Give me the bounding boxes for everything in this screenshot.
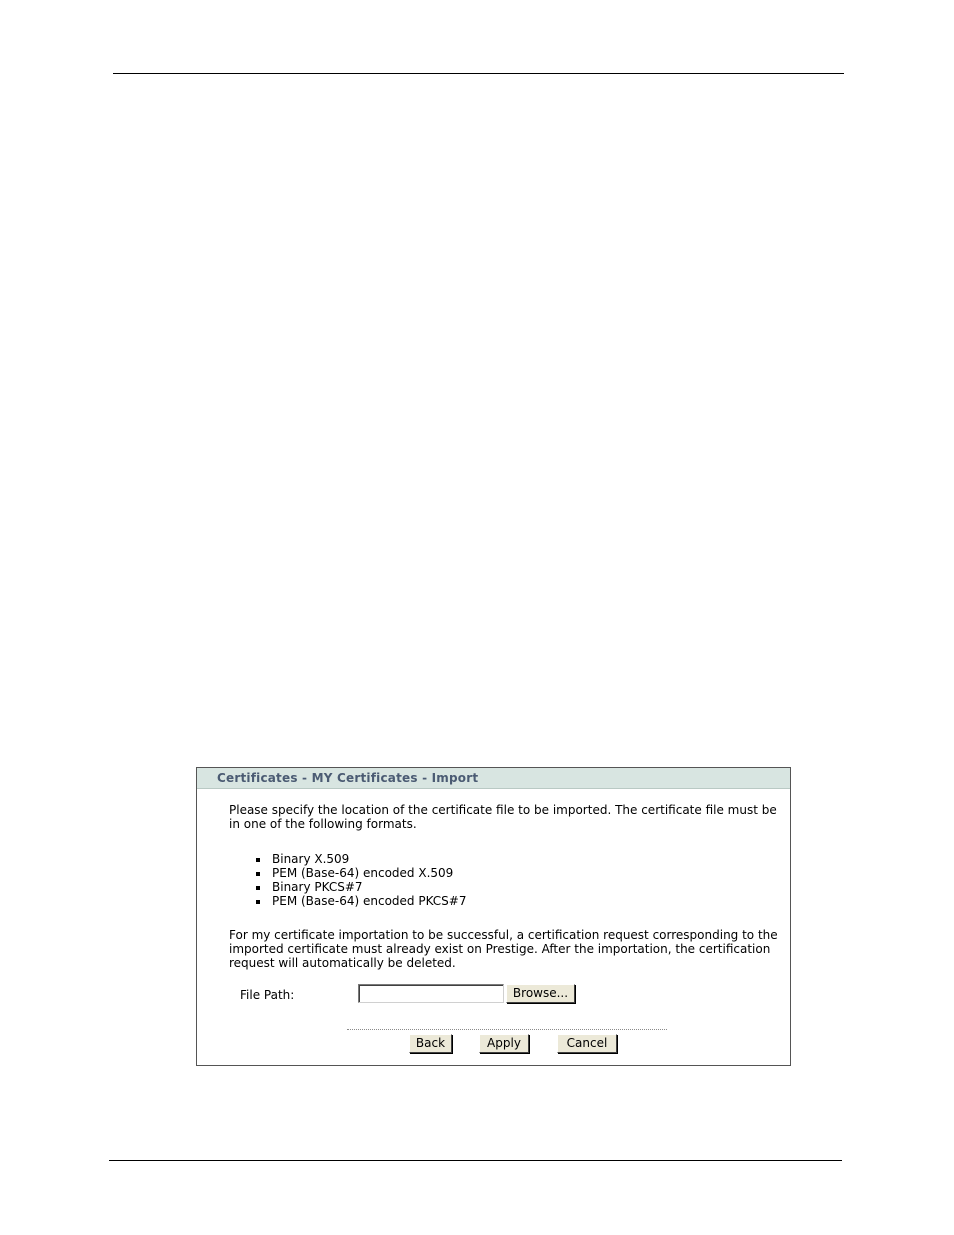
format-list <box>253 852 466 908</box>
bullet-icon <box>256 858 260 862</box>
file-path-input[interactable] <box>358 984 504 1003</box>
button-divider <box>347 1029 667 1030</box>
panel-title: Certificates - MY Certificates - Import <box>197 768 790 789</box>
bullet-icon <box>256 872 260 876</box>
note-line: For my certificate importation to be successful, a certification request corresponding to the <box>229 928 778 942</box>
format-label: Binary PKCS#7 <box>272 880 363 894</box>
import-certificate-panel <box>196 767 791 1066</box>
list-item <box>253 852 466 866</box>
bullet-icon <box>256 886 260 890</box>
note-line: imported certificate must already exist on Prestige. After the importation, the certification <box>229 942 771 956</box>
format-label: PEM (Base-64) encoded X.509 <box>272 866 454 880</box>
page-footer-rule <box>109 1160 842 1161</box>
intro-line: Please specify the location of the certificate file to be imported. The certificate file must be <box>229 803 777 817</box>
list-item <box>253 894 466 908</box>
file-path-label: File Path: <box>240 988 295 1002</box>
back-button[interactable]: Back <box>409 1034 452 1053</box>
bullet-icon <box>256 900 260 904</box>
intro-text <box>229 803 789 831</box>
import-note <box>229 928 789 970</box>
page-header-rule <box>113 73 844 74</box>
note-line: request will automatically be deleted. <box>229 956 456 970</box>
format-label: Binary X.509 <box>272 852 350 866</box>
format-label: PEM (Base-64) encoded PKCS#7 <box>272 894 467 908</box>
cancel-button[interactable]: Cancel <box>557 1034 617 1053</box>
apply-button[interactable]: Apply <box>479 1034 529 1053</box>
list-item <box>253 866 466 880</box>
browse-button[interactable]: Browse... <box>506 984 575 1003</box>
intro-line: in one of the following formats. <box>229 817 417 831</box>
list-item <box>253 880 466 894</box>
